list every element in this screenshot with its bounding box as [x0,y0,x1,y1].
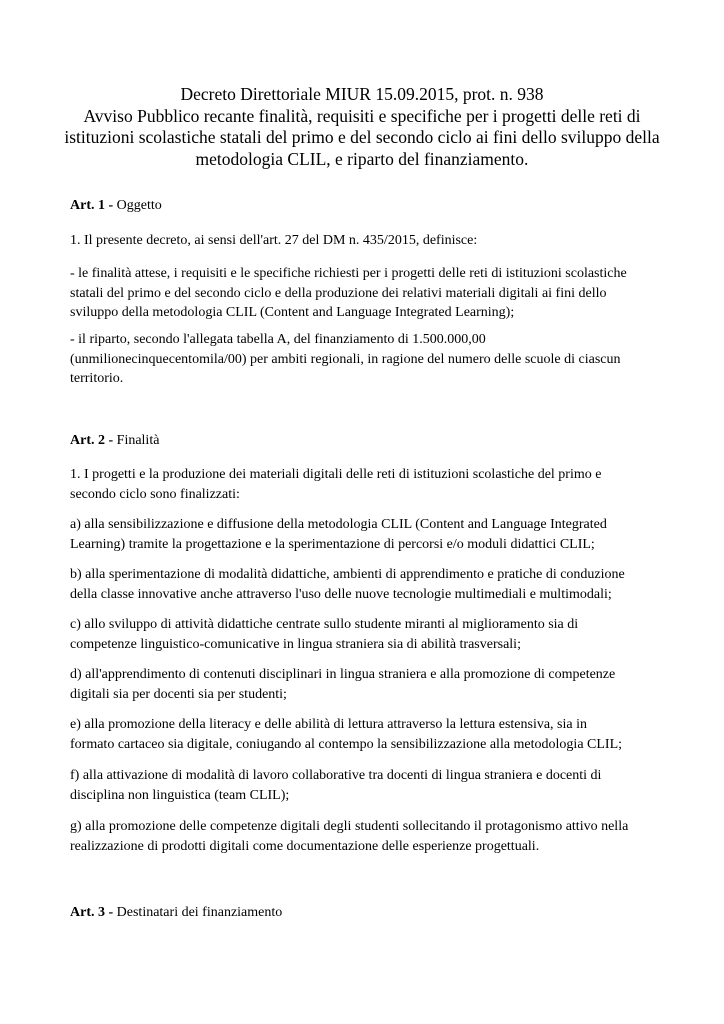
paragraph-line: f) alla attivazione di modalità di lavoro collaborative tra docenti di lingua straniera e docenti di [70,768,602,783]
art2-item-e [70,715,670,754]
article-title: Finalità [116,433,160,448]
art2-item-a [70,515,670,554]
paragraph-line: c) allo sviluppo di attività didattiche centrate sullo studente miranti al miglioramento sia di [70,617,579,632]
paragraph-line: 1. I progetti e la produzione dei materiali digitali delle reti di istituzioni scolastiche del primo e [70,467,602,482]
art1-heading [70,196,670,216]
art1-paragraph-2 [70,264,670,323]
art2-item-d [70,665,670,704]
document-title [40,84,684,170]
paragraph-line: 1. Il presente decreto, ai sensi dell'art. 27 del DM n. 435/2015, definisce: [70,233,478,248]
title-line: metodologia CLIL, e riparto del finanziamento. [195,148,529,169]
paragraph-line: b) alla sperimentazione di modalità didattiche, ambienti di apprendimento e pratiche di conduzione [70,567,625,582]
paragraph-line: statali del primo e del secondo ciclo e della produzione dei relativi materiali digitali ai fini dello [70,285,607,301]
paragraph-line: g) alla promozione delle competenze digitali degli studenti sollecitando il protagonismo attivo nella [70,819,629,834]
paragraph-line: competenze linguistico-comunicative in lingua straniera sia di abilità trasversali; [70,636,521,652]
article-title: Destinatari dei finanziamento [116,905,283,920]
art3-heading [70,903,670,923]
paragraph-line: - le finalità attese, i requisiti e le specifiche richiesti per i progetti delle reti di istituzioni scolastiche [70,266,627,281]
title-line: Avviso Pubblico recante finalità, requisiti e specifiche per i progetti delle reti di [83,105,641,126]
paragraph-line: e) alla promozione della literacy e delle abilità di lettura attraverso la lettura estensiva, sia in [70,717,588,732]
paragraph-line: territorio. [70,371,124,386]
paragraph-line: (unmilionecinquecentomila/00) per ambiti regionali, in ragione del numero delle scuole di ciascun [70,351,621,367]
paragraph-line: digitali sia per docenti sia per studenti; [70,686,287,702]
paragraph-line: della classe innovative anche attraverso l'uso delle nuove tecnologie multimediali e multimodali; [70,586,612,602]
paragraph-line: Learning) tramite la progettazione e la sperimentazione di percorsi e/o moduli didattici CLIL; [70,536,595,552]
paragraph-line: realizzazione di prodotti digitali come documentazione delle esperienze progettuali. [70,838,540,854]
paragraph-line: sviluppo della metodologia CLIL (Content and Language Integrated Learning); [70,305,515,320]
paragraph-line: secondo ciclo sono finalizzati: [70,486,240,502]
article-number: Art. 1 - [70,198,114,213]
paragraph-line: formato cartaceo sia digitale, coniugando al contempo la sensibilizzazione alla metodologia CLIL; [70,736,623,752]
art2-heading [70,431,670,451]
art2-item-c [70,615,670,654]
art2-paragraph-1 [70,465,670,504]
title-line: Decreto Direttoriale MIUR 15.09.2015, prot. n. 938 [180,84,544,104]
art2-item-f [70,766,670,805]
art1-paragraph-1 [70,231,670,251]
art2-item-b [70,565,670,604]
paragraph-line: a) alla sensibilizzazione e diffusione della metodologia CLIL (Content and Language Integrated [70,517,607,532]
article-number: Art. 3 - [70,905,114,920]
art2-item-g [70,817,670,856]
paragraph-line: disciplina non linguistica (team CLIL); [70,787,290,803]
title-line: istituzioni scolastiche statali del primo e del secondo ciclo ai fini dello sviluppo della [64,127,660,147]
paragraph-line: - il riparto, secondo l'allegata tabella A, del finanziamento di 1.500.000,00 [70,332,486,347]
article-number: Art. 2 - [70,433,114,448]
article-title: Oggetto [116,198,162,213]
paragraph-line: d) all'apprendimento di contenuti disciplinari in lingua straniera e alla promozione di competenze [70,667,616,682]
art1-paragraph-3 [70,330,670,389]
